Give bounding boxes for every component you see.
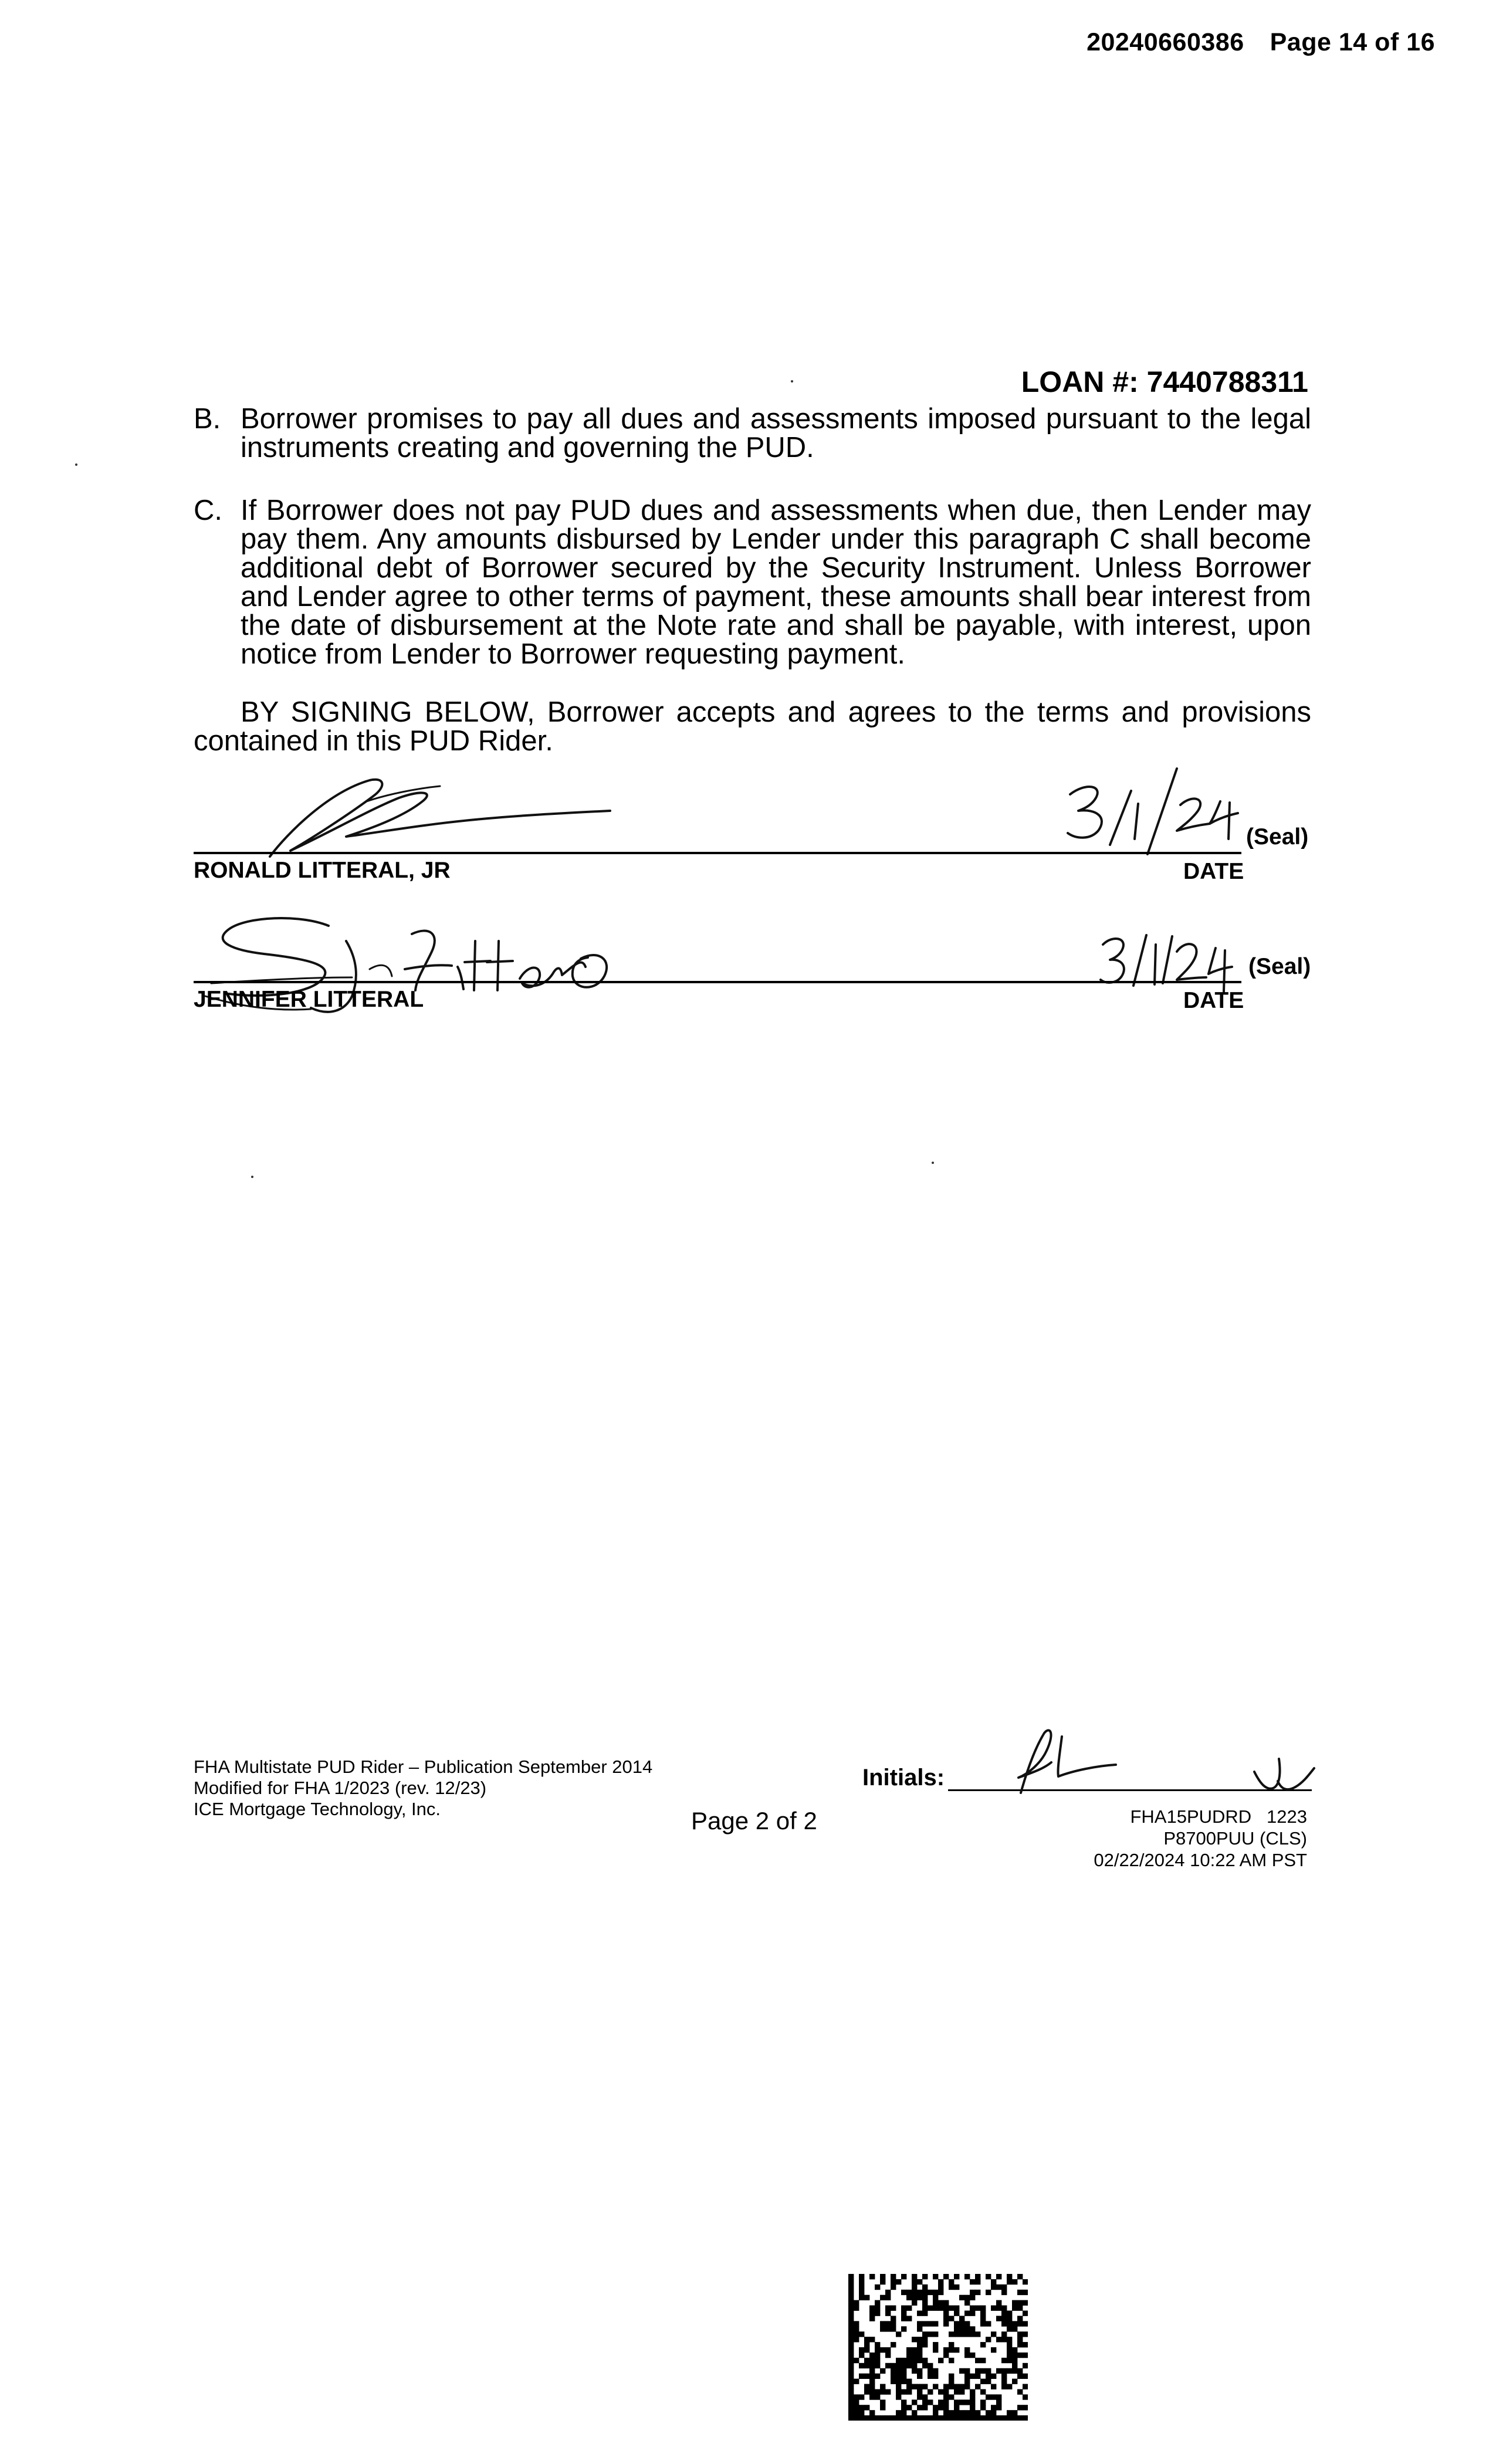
scan-speck bbox=[791, 380, 793, 383]
paragraph-b-text: Borrower promises to pay all dues and assessments imposed pursuant to the legal instruments creating and governing the PUD. bbox=[241, 403, 1311, 463]
initials-jennifer bbox=[1243, 1754, 1319, 1801]
scan-speck bbox=[75, 463, 77, 466]
seal-label-1: (Seal) bbox=[1246, 824, 1309, 849]
document-header bbox=[1087, 28, 1435, 57]
paragraph-c-marker: C. bbox=[194, 495, 222, 526]
date-label-1: DATE bbox=[1183, 859, 1244, 884]
form-line-2: Modified for FHA 1/2023 (rev. 12/23) bbox=[194, 1778, 487, 1798]
form-identification bbox=[194, 1756, 652, 1820]
seal-label-2: (Seal) bbox=[1248, 954, 1311, 979]
page-counter: Page 14 of 16 bbox=[1270, 28, 1435, 56]
handwritten-date-1 bbox=[1062, 757, 1244, 857]
form-code-line-1: FHA15PUDRD 1223 bbox=[1130, 1806, 1307, 1827]
paragraph-c-text: If Borrower does not pay PUD dues and assessments when due, then Lender may pay them. Any amounts disbursed by Lender under this paragraph C shall become additional debt of Borrower secured by the Security Instrument. Unless Borrower and Lender agree to other terms of payment, these amounts shall bear interest from the date of disbursement at the Note rate and shall be payable, with interest, upon notice from Lender to Borrower requesting payment. bbox=[241, 495, 1311, 670]
date-label-2: DATE bbox=[1183, 988, 1244, 1013]
signer-name-1: RONALD LITTERAL, JR bbox=[194, 858, 451, 883]
loan-number bbox=[1021, 365, 1308, 399]
handwritten-date-2 bbox=[1095, 927, 1236, 997]
paragraph-b bbox=[194, 405, 1311, 462]
form-line-1: FHA Multistate PUD Rider – Publication September 2014 bbox=[194, 1756, 653, 1777]
form-code-line-2: P8700PUU (CLS) bbox=[1163, 1828, 1307, 1849]
page-number: Page 2 of 2 bbox=[691, 1807, 817, 1835]
form-codes bbox=[1094, 1806, 1307, 1871]
signer-name-2: JENNIFER LITTERAL bbox=[194, 987, 424, 1012]
initials-label: Initials: bbox=[862, 1765, 945, 1791]
paragraph-c bbox=[194, 496, 1311, 669]
initials-ronald bbox=[986, 1725, 1121, 1801]
signature-line-1 bbox=[194, 852, 1241, 854]
document-number: 20240660386 bbox=[1087, 28, 1244, 56]
signature-ronald bbox=[246, 769, 622, 862]
scan-speck bbox=[251, 1176, 253, 1178]
signature-line-2 bbox=[194, 981, 1241, 983]
paragraph-b-marker: B. bbox=[194, 403, 221, 435]
loan-label: LOAN #: bbox=[1021, 365, 1139, 398]
scan-speck bbox=[932, 1162, 934, 1164]
form-line-3: ICE Mortgage Technology, Inc. bbox=[194, 1799, 441, 1819]
loan-value: 7440788311 bbox=[1146, 365, 1308, 398]
signing-statement: BY SIGNING BELOW, Borrower accepts and agrees to the terms and provisions contained in this PUD Rider. bbox=[194, 696, 1311, 757]
2d-barcode-icon bbox=[848, 2274, 1028, 2421]
form-timestamp: 02/22/2024 10:22 AM PST bbox=[1094, 1850, 1307, 1870]
